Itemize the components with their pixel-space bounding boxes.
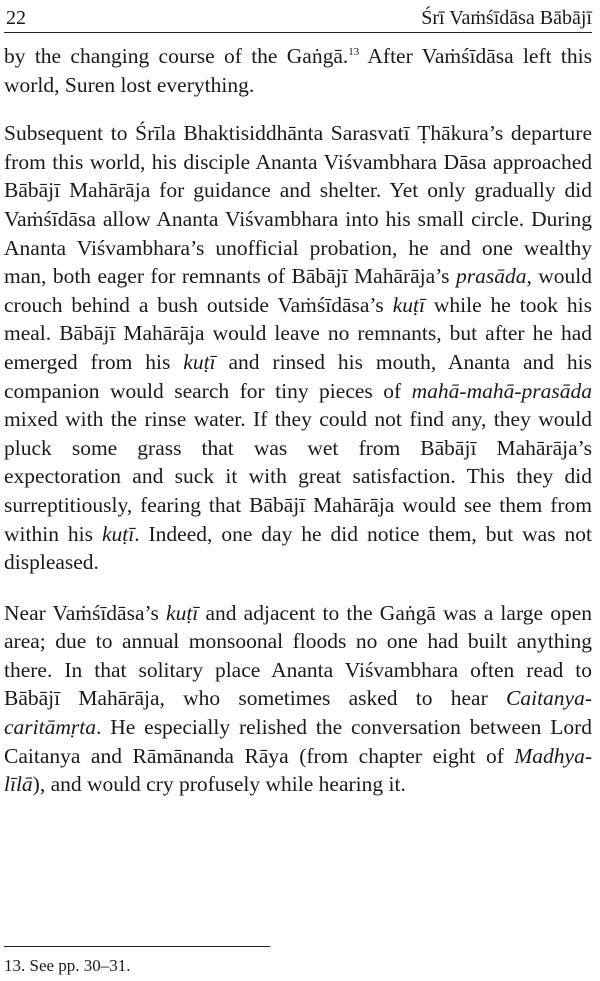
text-run: , would crouch behind a bush outside Vaṁśīdāsa’s (4, 264, 593, 317)
italic-term: mahā-mahā-prasāda (411, 378, 592, 403)
page-number: 22 (6, 7, 26, 29)
italic-term: kuṭī (101, 521, 135, 546)
text-run: . He especially relished the conversation between Lord Caitanya and Rāmānanda Rāya (from chapter eight of (4, 715, 592, 768)
paragraph (4, 599, 592, 799)
italic-term: kuṭī (392, 292, 425, 317)
text-run: while he took his meal. Bābājī Mahārāja would leave no remnants, but after he had emerged from his (4, 292, 593, 374)
italic-term: kuṭī (166, 600, 199, 625)
italic-term: Madhya-līlā (4, 743, 592, 797)
text-run: Subsequent to Śrīla Bhaktisiddhānta Sarasvatī Ṭhākura’s departure from this world, his disciple Ananta Viśvambhara Dāsa approached Bābājī Mahārāja for guidance and shelter. Yet only gradually did Vaṁśīdāsa allow Ananta Viśvambhara into his small circle. During Ananta Viśvambhara’s unofficial probation, he and one wealthy man, both eager for remnants of Bābājī Mahārāja’s (4, 121, 592, 289)
body-text (4, 42, 592, 821)
page-header (4, 0, 592, 33)
italic-term: prasāda (455, 264, 527, 289)
footnote-marker: 13 (348, 45, 360, 58)
text-run: by the changing course of the Gaṅgā. (4, 44, 349, 68)
text-run: . Indeed, one day he did notice them, but was not displeased. (4, 521, 592, 575)
italic-term: kuṭī (183, 349, 216, 374)
footnote-divider (4, 946, 270, 947)
paragraph (4, 119, 592, 577)
text-run: mixed with the rinse water. If they could not find any, they would pluck some grass that was wet from Bābājī Mahārāja’s expectoration and suck it with great satisfaction. This they did surreptitiously, fearing that Bābājī Mahārāja would see them from within his (4, 407, 592, 546)
text-run: and rinsed his mouth, Ananta and his companion would search for tiny pieces of (4, 349, 593, 403)
text-run: ), and would cry profusely while hearing it. (32, 772, 406, 797)
footnote: 13. See pp. 30–31. (4, 956, 131, 975)
italic-term: Caitanya-caritāmṛta (4, 686, 592, 740)
running-title: Śrī Vaṁśīdāsa Bābājī (421, 7, 592, 29)
text-run: After Vaṁśīdāsa left this world, Suren lost everything. (4, 44, 592, 97)
paragraph (4, 42, 592, 99)
text-run: and adjacent to the Gaṅgā was a large open area; due to annual monsoonal floods no one had built anything there. In that solitary place Ananta Viśvambhara often read to Bābājī Mahārāja, who sometimes asked to hear (4, 600, 592, 711)
text-run: Near Vaṁśīdāsa’s (4, 600, 167, 625)
